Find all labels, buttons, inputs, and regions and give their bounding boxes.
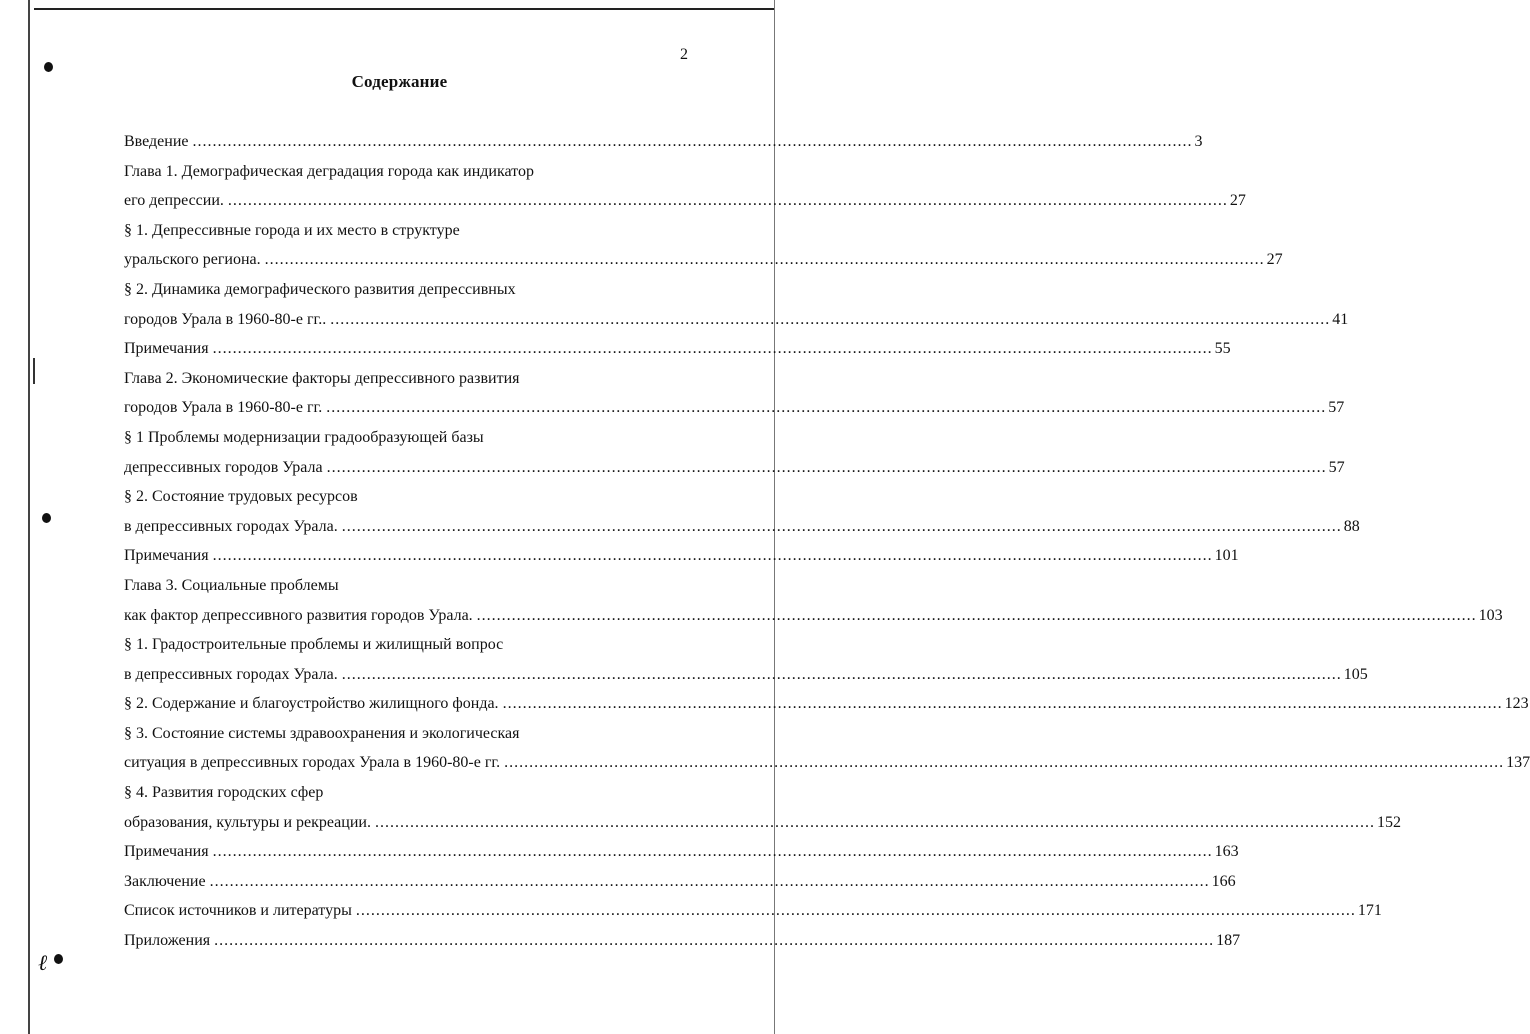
toc-entry bbox=[124, 423, 676, 453]
toc-leader-dots: ........................................................................................................................................................................................................ bbox=[214, 932, 1215, 950]
toc-entry-title: Приложения bbox=[124, 932, 211, 950]
toc-page-number: 163 bbox=[1214, 843, 1239, 861]
toc-entry bbox=[124, 689, 1529, 719]
toc-page-number: 101 bbox=[1214, 547, 1239, 565]
toc-entry bbox=[124, 393, 1345, 423]
toc-entry bbox=[124, 216, 676, 246]
toc-page-number: 166 bbox=[1211, 872, 1236, 890]
toc-entry-title: § 1. Депрессивные города и их место в структуре bbox=[124, 221, 460, 239]
toc-entry-title: Заключение bbox=[124, 872, 206, 890]
toc-entry-title: Примечания bbox=[124, 843, 209, 861]
toc-entry bbox=[124, 719, 676, 749]
toc-entry bbox=[124, 334, 1231, 364]
table-of-contents bbox=[124, 127, 1530, 956]
toc-leader-dots: ........................................................................................................................................................................................................ bbox=[341, 665, 1342, 683]
punch-hole-mark bbox=[54, 954, 63, 964]
toc-page-number: 103 bbox=[1478, 606, 1503, 624]
toc-entry bbox=[124, 305, 1349, 335]
toc-entry-title: § 1. Градостроительные проблемы и жилищный вопрос bbox=[124, 636, 504, 654]
toc-leader-dots: ........................................................................................................................................................................................................ bbox=[227, 192, 1228, 210]
toc-entry-title: уральского региона. bbox=[124, 251, 261, 269]
toc-entry bbox=[124, 837, 1239, 867]
toc-entry-title: Глава 2. Экономические факторы депрессивного развития bbox=[124, 369, 520, 387]
toc-entry bbox=[124, 127, 1203, 157]
toc-entry-title: § 1 Проблемы модернизации градообразующей базы bbox=[124, 428, 484, 446]
toc-page-number: 57 bbox=[1328, 458, 1345, 476]
toc-entry bbox=[124, 867, 1236, 897]
toc-leader-dots: ........................................................................................................................................................................................................ bbox=[212, 843, 1213, 861]
toc-entry bbox=[124, 601, 1503, 631]
toc-entry bbox=[124, 896, 1382, 926]
toc-page-number: 27 bbox=[1266, 251, 1283, 269]
toc-entry-title: образования, культуры и рекреации. bbox=[124, 813, 371, 831]
toc-entry-title: Глава 3. Социальные проблемы bbox=[124, 576, 339, 594]
toc-page-number: 27 bbox=[1229, 192, 1246, 210]
toc-entry bbox=[124, 748, 1530, 778]
toc-entry-title: городов Урала в 1960-80-е гг.. bbox=[124, 310, 327, 328]
toc-entry bbox=[124, 808, 1401, 838]
toc-entry bbox=[124, 512, 1360, 542]
page-number: 2 bbox=[680, 46, 688, 63]
toc-page-number: 105 bbox=[1343, 665, 1368, 683]
toc-leader-dots: ........................................................................................................................................................................................................ bbox=[476, 606, 1477, 624]
toc-entry-title: ситуация в депрессивных городах Урала в 1960-80-е гг. bbox=[124, 754, 501, 772]
toc-entry-title: § 2. Динамика демографического развития депрессивных bbox=[124, 280, 516, 298]
toc-entry-title: § 4. Развития городских сфер bbox=[124, 784, 324, 802]
punch-hole-mark bbox=[42, 513, 51, 523]
toc-entry bbox=[124, 571, 676, 601]
toc-page-number: 88 bbox=[1343, 517, 1360, 535]
toc-entry bbox=[124, 482, 676, 512]
toc-page-number: 57 bbox=[1328, 399, 1345, 417]
toc-entry bbox=[124, 245, 1283, 275]
toc-leader-dots: ........................................................................................................................................................................................................ bbox=[209, 872, 1210, 890]
toc-leader-dots: ........................................................................................................................................................................................................ bbox=[326, 458, 1327, 476]
toc-entry-title: Список источников и литературы bbox=[124, 902, 352, 920]
scan-border-top bbox=[34, 8, 774, 10]
toc-entry bbox=[124, 275, 676, 305]
toc-leader-dots: ........................................................................................................................................................................................................ bbox=[374, 813, 1375, 831]
toc-leader-dots: ........................................................................................................................................................................................................ bbox=[264, 251, 1265, 269]
toc-leader-dots: ........................................................................................................................................................................................................ bbox=[504, 754, 1505, 772]
toc-entry bbox=[124, 364, 676, 394]
toc-leader-dots: ........................................................................................................................................................................................................ bbox=[212, 547, 1213, 565]
toc-entry-title: Примечания bbox=[124, 547, 209, 565]
toc-page-number: 171 bbox=[1357, 902, 1382, 920]
toc-leader-dots: ........................................................................................................................................................................................................ bbox=[330, 310, 1331, 328]
toc-entry bbox=[124, 778, 676, 808]
toc-entry-title: Введение bbox=[124, 133, 189, 150]
page-title: Содержание bbox=[351, 72, 448, 91]
toc-entry-title: его депрессии. bbox=[124, 192, 224, 210]
toc-entry-title: депрессивных городов Урала bbox=[124, 458, 323, 476]
toc-entry bbox=[124, 630, 676, 660]
toc-entry-title: в депрессивных городах Урала. bbox=[124, 665, 338, 683]
toc-entry bbox=[124, 660, 1368, 690]
toc-leader-dots: ........................................................................................................................................................................................................ bbox=[212, 340, 1213, 358]
scan-mark bbox=[33, 358, 35, 384]
toc-page-number: 123 bbox=[1504, 695, 1529, 713]
toc-entry bbox=[124, 453, 1345, 483]
toc-entry-title: в депрессивных городах Урала. bbox=[124, 517, 338, 535]
punch-hole-mark bbox=[44, 62, 53, 72]
toc-page-number: 41 bbox=[1332, 310, 1349, 328]
toc-entry-title: Примечания bbox=[124, 340, 209, 358]
toc-entry-title: § 2. Состояние трудовых ресурсов bbox=[124, 488, 358, 506]
toc-entry bbox=[124, 186, 1246, 216]
toc-page-number: 152 bbox=[1376, 813, 1401, 831]
toc-leader-dots: ........................................................................................................................................................................................................ bbox=[341, 517, 1342, 535]
toc-page-number: 55 bbox=[1214, 340, 1231, 358]
toc-leader-dots: ........................................................................................................................................................................................................ bbox=[502, 695, 1503, 713]
toc-page-number: 137 bbox=[1506, 754, 1530, 772]
toc-entry bbox=[124, 157, 676, 187]
toc-entry-title: городов Урала в 1960-80-е гг. bbox=[124, 399, 323, 417]
toc-page-number: 187 bbox=[1216, 932, 1241, 950]
pen-mark: ℓ bbox=[38, 950, 48, 975]
toc-page-number: 3 bbox=[1194, 133, 1203, 150]
toc-entry-title: § 3. Состояние системы здравоохранения и экологическая bbox=[124, 724, 520, 742]
toc-entry-title: как фактор депрессивного развития городов Урала. bbox=[124, 606, 473, 624]
toc-entry bbox=[124, 541, 1239, 571]
toc-leader-dots: ........................................................................................................................................................................................................ bbox=[355, 902, 1356, 920]
toc-leader-dots: ........................................................................................................................................................................................................ bbox=[192, 133, 1193, 150]
toc-entry-title: Глава 1. Демографическая деградация города как индикатор bbox=[124, 162, 534, 180]
toc-entry-title: § 2. Содержание и благоустройство жилищного фонда. bbox=[124, 695, 499, 713]
scan-border-left bbox=[28, 0, 30, 1034]
toc-entry bbox=[124, 926, 1241, 956]
toc-leader-dots: ........................................................................................................................................................................................................ bbox=[326, 399, 1327, 417]
